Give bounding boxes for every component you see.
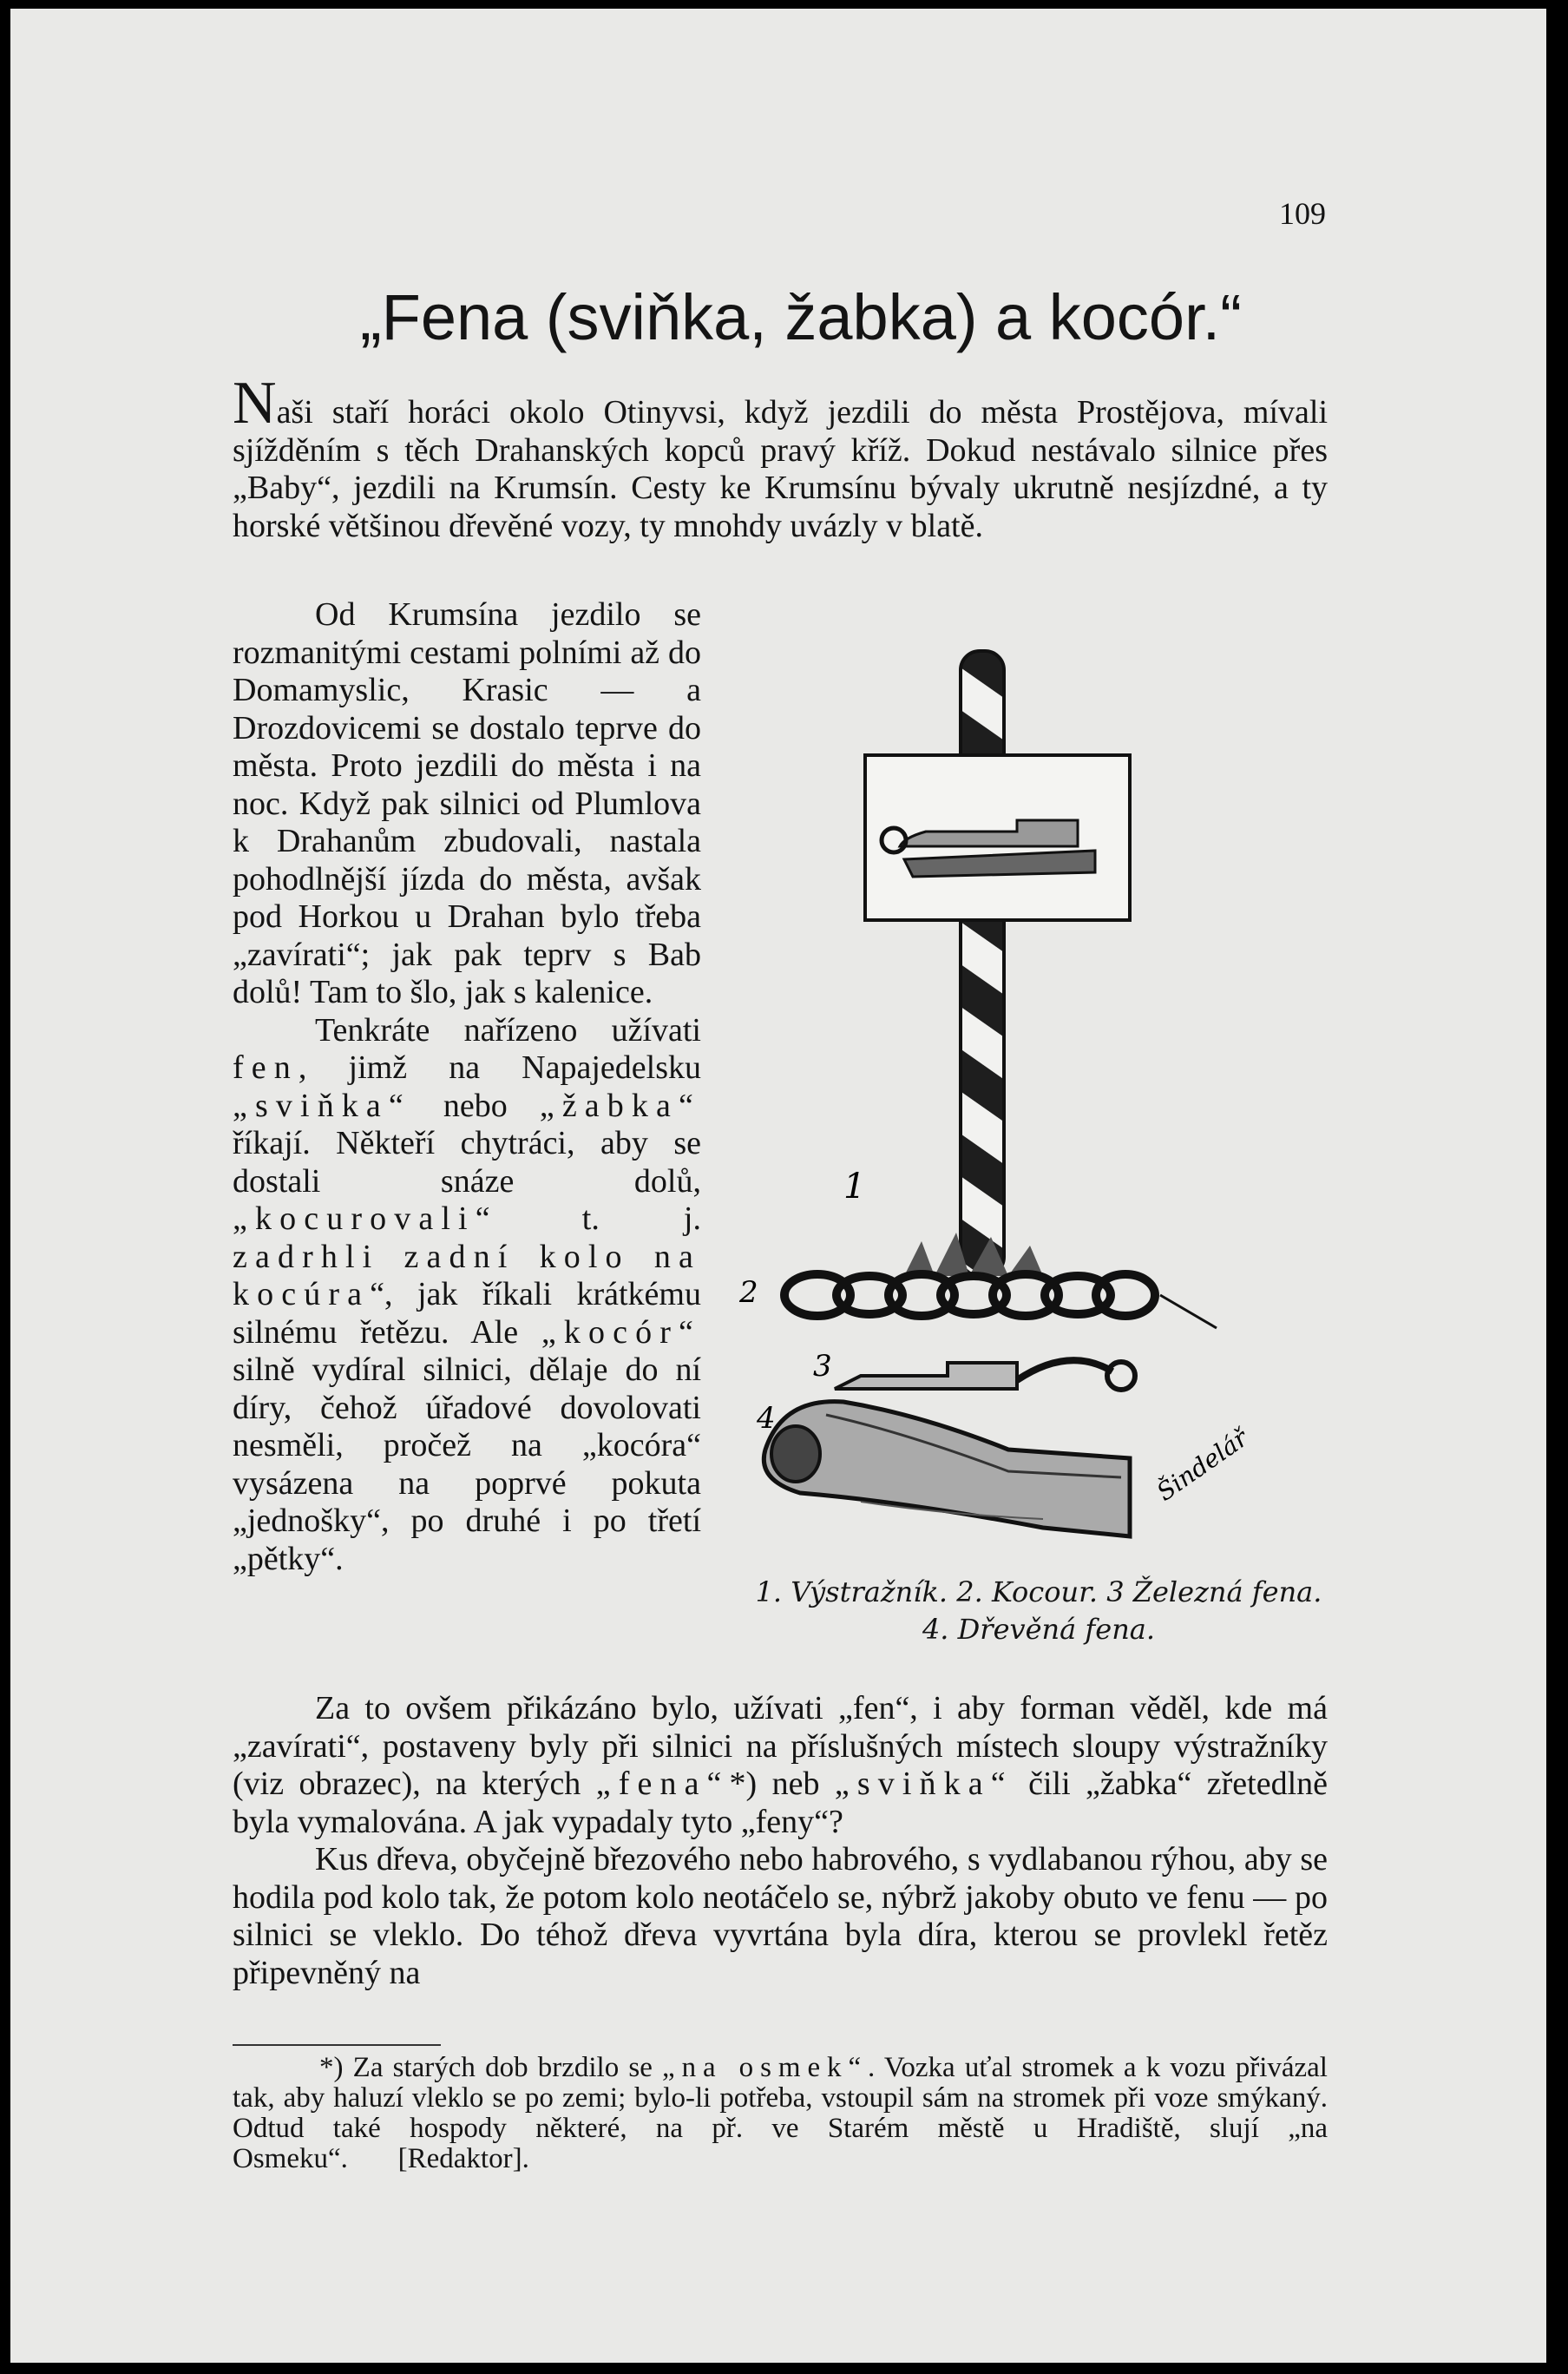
text-run: *) neb <box>729 1766 835 1802</box>
label-2: 2 <box>739 1275 758 1310</box>
drop-cap: N <box>233 370 277 437</box>
book-page <box>10 9 1546 2363</box>
page-title: „Fena (sviňka, žabka) a kocór.“ <box>360 281 1242 353</box>
label-1: 1 <box>843 1167 866 1207</box>
intro-paragraph <box>233 370 1328 545</box>
page-number: 109 <box>1279 196 1326 231</box>
footnote <box>233 2053 1328 2174</box>
continuation-text <box>233 1690 1328 1992</box>
footnote-rule <box>233 2044 441 2046</box>
spaced-term-fen: fen <box>233 1049 299 1086</box>
column-paragraph-1: Od Krumsína jezdilo se rozmanitými cestami polními až do Domamyslic, Krasic — a Drozdovicemi se dostalo teprve do města. Proto jezdili do města i na noc. Když pak silnici od Plumlova k Drahanům zbudovali, nastala pohodlnější jízda do města, avšak pod Horkou u Drahan bylo třeba „zavírati“; jak pak teprv s Bab dolů! Tam to šlo, jak s kalenice. <box>233 596 701 1010</box>
spaced-term-fena: „fena“ <box>595 1766 730 1802</box>
text-run: říkají. Někteří chytráci, aby se dostali snáze dolů, <box>233 1125 701 1200</box>
spaced-term-zabka: „žabka“ <box>539 1087 701 1124</box>
editor-note: [Redaktor]. <box>397 2143 529 2174</box>
label-4: 4 <box>757 1401 776 1436</box>
text-run: Tenkráte nařízeno užívati <box>315 1011 701 1049</box>
paragraph-after-1 <box>233 1690 1328 1841</box>
figure-caption-line-2: 4. Dřevěná fena. <box>922 1613 1156 1646</box>
text-run: Za starých dob brzdilo se <box>343 2052 663 2083</box>
text-run: silně vydíral silnici, dělaje do ní díry, čehož úřadové dovolovati nesměli, pročež na „kocóra“ vysázena na poprvé pokuta „jednošky“, po druhé i po třetí „pětky“. <box>233 1351 701 1577</box>
column-text <box>233 596 701 1578</box>
paragraph-after-2: Kus dřeva, obyčejně březového nebo habrového, s vydlabanou rýhou, aby se hodila pod kolo tak, že potom kolo neotáčelo se, nýbrž jakoby obuto ve fenu — po silnici se vleklo. Do téhož dřeva vyvrtána byla díra, kterou se provlekl řetěz připevněný na <box>233 1841 1328 1991</box>
illustration-drawing <box>731 634 1329 1658</box>
spaced-term-zadrhli: zadrhli zadní kolo na kocúra <box>233 1238 701 1312</box>
spaced-term-svinka: „sviňka“ <box>834 1766 1014 1802</box>
wooden-shoe <box>764 1402 1130 1536</box>
column-paragraph-2 <box>233 1012 701 1579</box>
text-run: nebo <box>410 1087 540 1124</box>
text-run: čili „žabka“ zřetedlně byla vymalována. A jak vypadaly tyto „feny“? <box>233 1766 1329 1840</box>
spaced-term-kocurovali: „kocurovali“ <box>233 1200 498 1237</box>
text-run: . Vozka uťal stromek a k vozu přivázal tak, aby haluzí vleklo se po zemi; bylo-li potřeba, vstoupil sám na stromek při voze smýkaný. Odtud také hospody některé, na př. ve Starém městě u Hradiště, slují „na Osmeku“. <box>233 2052 1328 2174</box>
warning-post-illustration <box>731 634 1329 1658</box>
spaced-term-osmek: „na osmek“ <box>662 2052 869 2083</box>
iron-shoe <box>835 1360 1135 1390</box>
artist-signature: Šindelář <box>1151 1424 1254 1507</box>
figure-caption-line-1: 1. Výstražník. 2. Kocour. 3 Železná fena. <box>755 1575 1322 1608</box>
text-run: “, jak říkali krátkému silnému řetězu. Ale <box>233 1276 701 1351</box>
text-run: , jimž na Napajedelsku <box>298 1049 701 1086</box>
spaced-term-svinka: „sviňka“ <box>233 1087 411 1124</box>
text-run: t. j. <box>497 1200 701 1237</box>
footnote-mark: *) <box>319 2052 344 2083</box>
striped-post <box>961 651 1004 1276</box>
text-run: Za to ovšem přikázáno bylo, užívati „fen“, i aby forman věděl, kde má „zavírati“, postaveny byly při silnici na příslušných místech sloupy výstražníky (viz obrazec), na kterých <box>233 1690 1328 1802</box>
label-3: 3 <box>813 1349 832 1384</box>
intro-text: aši staří horáci okolo Otinyvsi, když jezdili do města Prostějova, mívali sjížděním s těch Drahanských kopců pravý kříž. Dokud nestávalo silnice přes „Baby“, jezdili na Krumsín. Cesty ke Krumsínu bývaly ukrutně nesjízdné, a ty horské většinou dřevěné vozy, ty mnohdy uvázly v blatě. <box>233 394 1328 544</box>
spaced-term-kocor: „kocór“ <box>541 1313 701 1351</box>
chain <box>784 1274 1155 1316</box>
